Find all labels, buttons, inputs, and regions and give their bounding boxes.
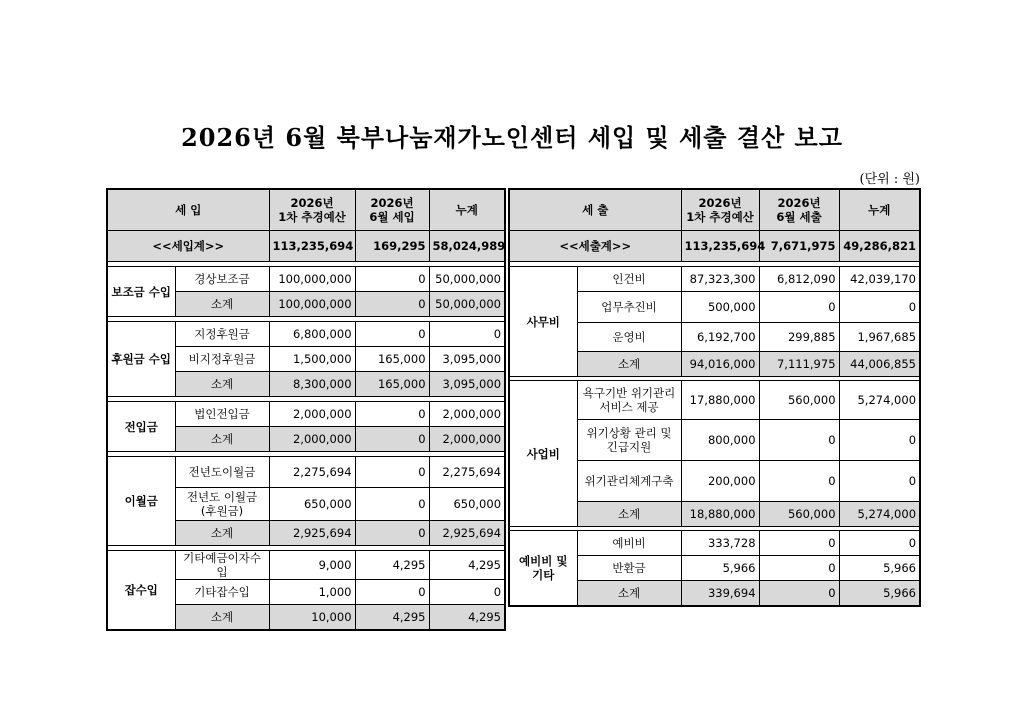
row-budget: 17,880,000 <box>681 381 759 420</box>
income-total-label: <<세입계>> <box>107 231 269 262</box>
row-cum: 3,095,000 <box>429 347 505 372</box>
row-month: 0 <box>759 581 839 607</box>
row-item: 소계 <box>175 292 269 317</box>
row-month: 165,000 <box>355 372 429 397</box>
income-total-cum: 58,024,989 <box>429 231 505 262</box>
row-budget: 500,000 <box>681 292 759 323</box>
row-cum: 2,275,694 <box>429 457 505 488</box>
row-item: 위기상황 관리 및 긴급지원 <box>577 420 681 461</box>
row-budget: 339,694 <box>681 581 759 607</box>
expense-total-budget: 113,235,694 <box>681 231 759 262</box>
expense-header-budget: 2026년 1차 추경예산 <box>681 189 759 231</box>
expense-total-cum: 49,286,821 <box>839 231 920 262</box>
table-row <box>509 267 920 292</box>
expense-total-month: 7,671,975 <box>759 231 839 262</box>
row-month: 4,295 <box>355 605 429 631</box>
row-item: 소계 <box>175 372 269 397</box>
expense-group-label: 예비비 및 기타 <box>509 531 577 607</box>
row-budget: 200,000 <box>681 461 759 502</box>
income-header-budget: 2026년 1차 추경예산 <box>269 189 355 231</box>
row-budget: 2,000,000 <box>269 427 355 452</box>
row-item: 반환금 <box>577 556 681 581</box>
row-cum: 0 <box>839 461 920 502</box>
row-budget: 2,275,694 <box>269 457 355 488</box>
row-month: 299,885 <box>759 323 839 352</box>
row-cum: 5,274,000 <box>839 381 920 420</box>
row-cum: 5,966 <box>839 581 920 607</box>
row-item: 소계 <box>175 521 269 546</box>
row-budget: 1,500,000 <box>269 347 355 372</box>
row-budget: 18,880,000 <box>681 502 759 527</box>
row-budget: 100,000,000 <box>269 267 355 292</box>
row-budget: 10,000 <box>269 605 355 631</box>
row-budget: 6,800,000 <box>269 322 355 347</box>
row-budget: 6,192,700 <box>681 323 759 352</box>
row-budget: 2,000,000 <box>269 402 355 427</box>
row-budget: 650,000 <box>269 488 355 521</box>
row-cum: 0 <box>429 322 505 347</box>
row-cum: 0 <box>839 531 920 556</box>
row-budget: 5,966 <box>681 556 759 581</box>
income-group-label: 잡수입 <box>107 551 175 631</box>
row-month: 6,812,090 <box>759 267 839 292</box>
row-cum: 5,966 <box>839 556 920 581</box>
expense-header-cum: 누계 <box>839 189 920 231</box>
row-budget: 9,000 <box>269 551 355 580</box>
row-cum: 42,039,170 <box>839 267 920 292</box>
expense-group-label: 사무비 <box>509 267 577 377</box>
row-item: 기타예금이자수입 <box>175 551 269 580</box>
row-cum: 2,000,000 <box>429 427 505 452</box>
row-month: 0 <box>759 531 839 556</box>
table-row <box>509 531 920 556</box>
row-item: 소계 <box>175 427 269 452</box>
table-row <box>107 267 505 292</box>
page-title: 2026년 6월 북부나눔재가노인센터 세입 및 세출 결산 보고 <box>181 123 843 152</box>
income-header-category: 세 입 <box>107 189 269 231</box>
income-header-month: 2026년 6월 세입 <box>355 189 429 231</box>
row-item: 비지정후원금 <box>175 347 269 372</box>
row-item: 경상보조금 <box>175 267 269 292</box>
row-cum: 44,006,855 <box>839 352 920 377</box>
row-month: 0 <box>355 322 429 347</box>
row-month: 0 <box>355 402 429 427</box>
income-header-cum: 누계 <box>429 189 505 231</box>
income-group-label: 보조금 수입 <box>107 267 175 317</box>
table-row <box>107 322 505 347</box>
row-item: 욕구기반 위기관리 서비스 제공 <box>577 381 681 420</box>
expense-total-label: <<세출계>> <box>509 231 681 262</box>
row-cum: 0 <box>839 420 920 461</box>
row-cum: 0 <box>839 292 920 323</box>
row-item: 위기관리체계구축 <box>577 461 681 502</box>
row-item: 지정후원금 <box>175 322 269 347</box>
row-month: 560,000 <box>759 381 839 420</box>
row-month: 560,000 <box>759 502 839 527</box>
row-item: 예비비 <box>577 531 681 556</box>
income-group-label: 전입금 <box>107 402 175 452</box>
row-month: 0 <box>355 488 429 521</box>
income-total-budget: 113,235,694 <box>269 231 355 262</box>
row-budget: 1,000 <box>269 580 355 605</box>
expense-group-label: 사업비 <box>509 381 577 527</box>
table-row <box>107 551 505 580</box>
row-budget: 2,925,694 <box>269 521 355 546</box>
row-cum: 2,000,000 <box>429 402 505 427</box>
row-cum: 4,295 <box>429 551 505 580</box>
row-month: 0 <box>759 461 839 502</box>
row-budget: 800,000 <box>681 420 759 461</box>
row-month: 0 <box>759 556 839 581</box>
row-item: 소계 <box>577 502 681 527</box>
row-item: 운영비 <box>577 323 681 352</box>
row-month: 0 <box>355 457 429 488</box>
income-table <box>106 188 506 631</box>
row-month: 0 <box>355 427 429 452</box>
table-row <box>107 402 505 427</box>
row-month: 0 <box>355 267 429 292</box>
row-item: 전년도이월금 <box>175 457 269 488</box>
row-budget: 94,016,000 <box>681 352 759 377</box>
row-budget: 333,728 <box>681 531 759 556</box>
row-month: 165,000 <box>355 347 429 372</box>
row-cum: 2,925,694 <box>429 521 505 546</box>
row-cum: 50,000,000 <box>429 292 505 317</box>
row-item: 법인전입금 <box>175 402 269 427</box>
row-month: 0 <box>759 292 839 323</box>
row-month: 0 <box>759 420 839 461</box>
row-item: 업무추진비 <box>577 292 681 323</box>
row-month: 0 <box>355 580 429 605</box>
row-item: 소계 <box>577 581 681 607</box>
income-total-month: 169,295 <box>355 231 429 262</box>
row-budget: 100,000,000 <box>269 292 355 317</box>
table-row <box>509 381 920 420</box>
row-cum: 4,295 <box>429 605 505 631</box>
row-item: 전년도 이월금 (후원금) <box>175 488 269 521</box>
row-cum: 1,967,685 <box>839 323 920 352</box>
unit-label: (단위 : 원) <box>859 172 920 187</box>
table-row <box>107 457 505 488</box>
row-month: 7,111,975 <box>759 352 839 377</box>
row-cum: 3,095,000 <box>429 372 505 397</box>
row-month: 0 <box>355 292 429 317</box>
row-month: 4,295 <box>355 551 429 580</box>
row-budget: 87,323,300 <box>681 267 759 292</box>
row-month: 0 <box>355 521 429 546</box>
row-item: 기타잡수입 <box>175 580 269 605</box>
expense-table <box>508 188 921 607</box>
row-budget: 8,300,000 <box>269 372 355 397</box>
row-item: 소계 <box>175 605 269 631</box>
row-item: 소계 <box>577 352 681 377</box>
income-group-label: 이월금 <box>107 457 175 546</box>
expense-header-month: 2026년 6월 세출 <box>759 189 839 231</box>
row-cum: 0 <box>429 580 505 605</box>
row-item: 인건비 <box>577 267 681 292</box>
row-cum: 50,000,000 <box>429 267 505 292</box>
row-cum: 5,274,000 <box>839 502 920 527</box>
income-group-label: 후원금 수입 <box>107 322 175 397</box>
expense-header-category: 세 출 <box>509 189 681 231</box>
row-cum: 650,000 <box>429 488 505 521</box>
